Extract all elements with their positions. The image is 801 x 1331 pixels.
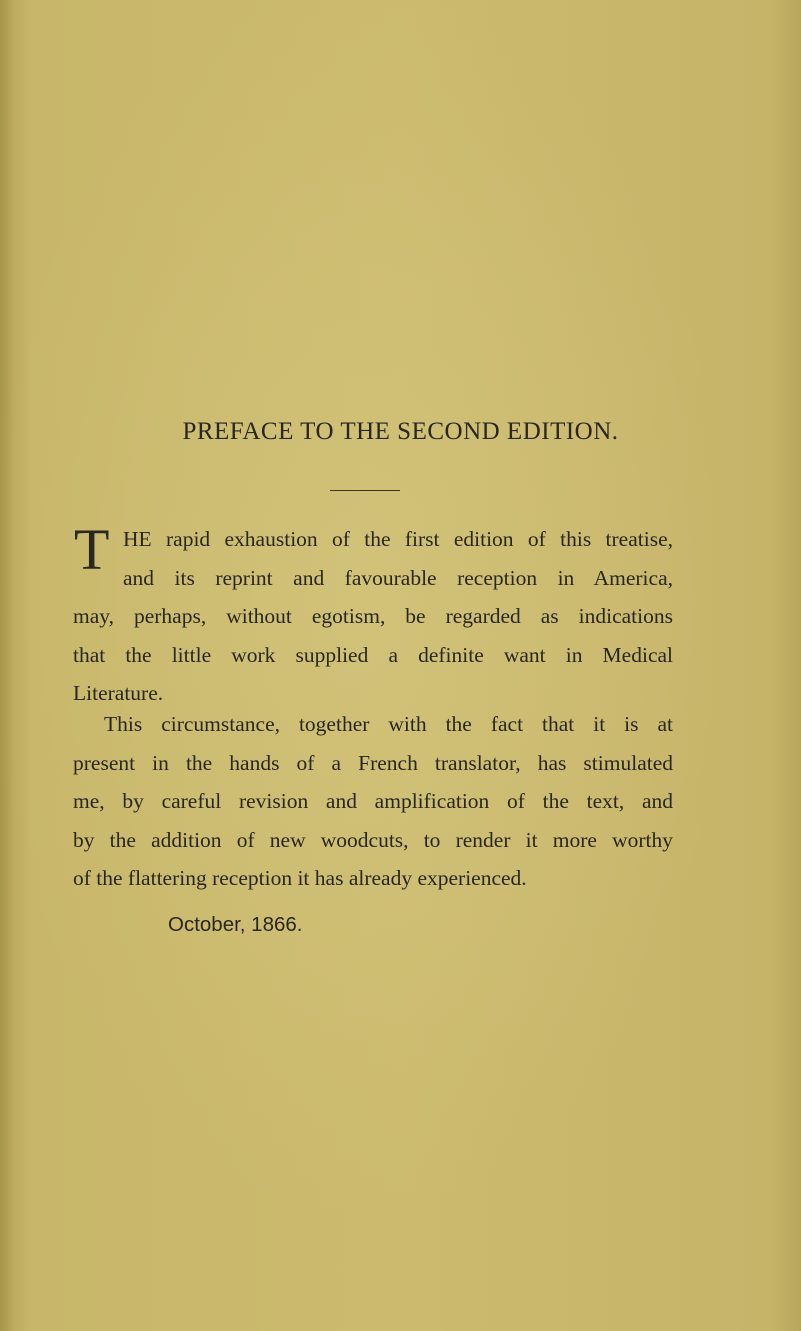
paragraph-line: and its reprint and favourable reception in America, (123, 565, 673, 590)
paragraph-line: of the flattering reception it has already experienced. (73, 866, 527, 890)
paragraph-line: Literature. (73, 681, 164, 705)
drop-cap: T (74, 517, 110, 582)
paragraph-line: HE rapid exhaustion of the first edition of this treatise, (123, 527, 673, 551)
paragraph-line: me, by careful revision and amplification of the text, and (73, 789, 673, 813)
preface-date: October, 1866. (168, 913, 303, 936)
paragraph-2 (73, 705, 673, 898)
paragraph-1 (73, 517, 673, 713)
preface-title: PREFACE TO THE SECOND EDITION. (182, 418, 619, 445)
paragraph-line: present in the hands of a French translator, has stimulated (73, 750, 673, 775)
paragraph-line: This circumstance, together with the fact that it is at (104, 712, 673, 736)
title-divider (330, 490, 400, 491)
paragraph-line: by the addition of new woodcuts, to render it more worthy (73, 827, 673, 852)
paragraph-line: may, perhaps, without egotism, be regarded as indications (73, 604, 673, 628)
page-binding-shadow (0, 0, 14, 1331)
paragraph-line: that the little work supplied a definite want in Medical (73, 642, 673, 667)
